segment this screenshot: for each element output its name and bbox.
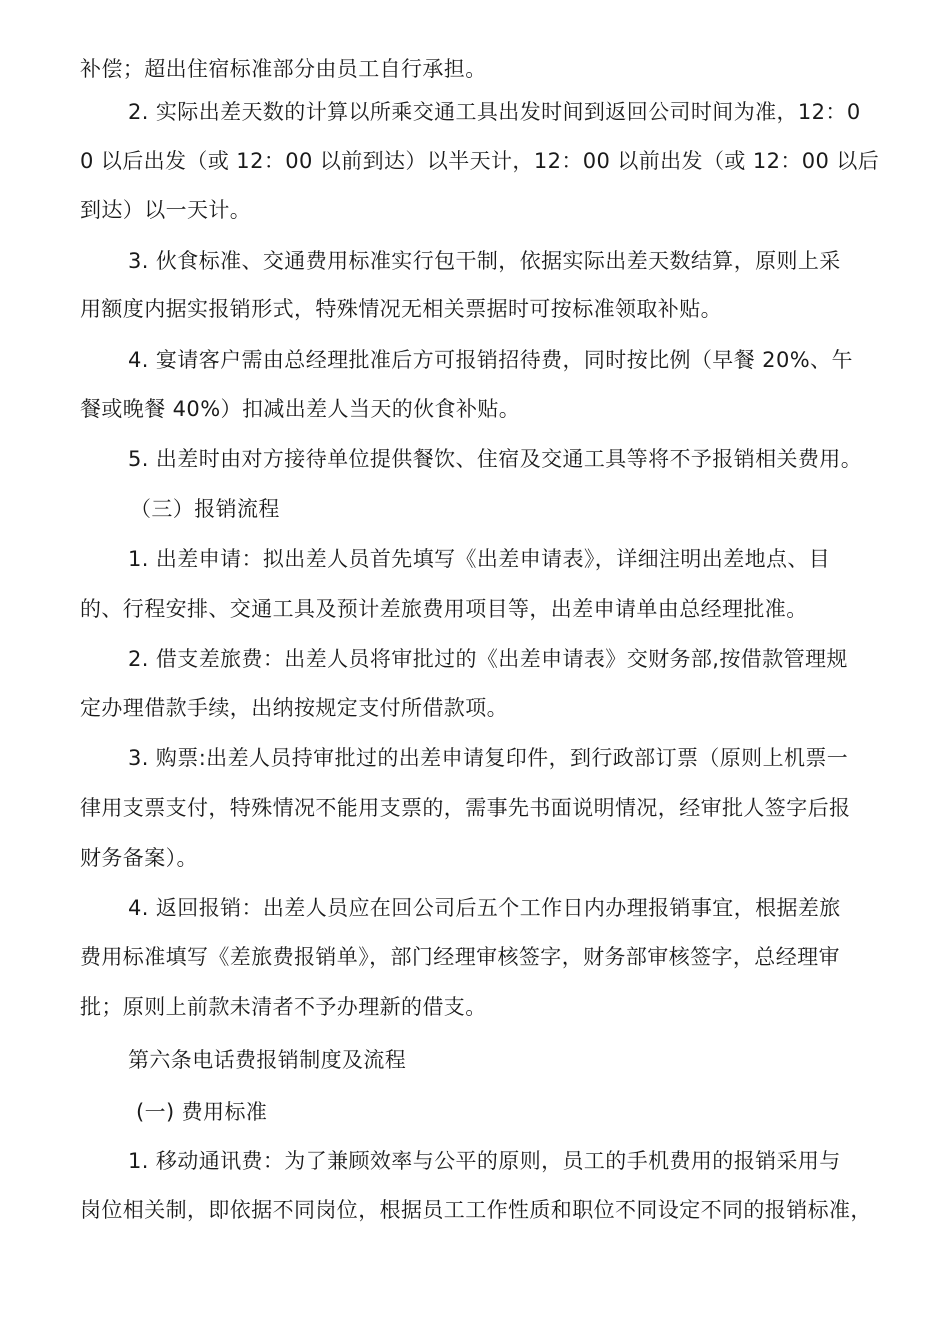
- section-heading: (一) 费用标准: [136, 1100, 268, 1124]
- text-line: 补偿；超出住宿标准部分由员工自行承担。: [80, 57, 487, 81]
- text-line: 1. 移动通讯费：为了兼顾效率与公平的原则，员工的手机费用的报销采用与: [128, 1149, 841, 1173]
- text-line: 财务备案）。: [80, 846, 198, 870]
- text-line: 律用支票支付，特殊情况不能用支票的，需事先书面说明情况，经审批人签字后报: [80, 796, 851, 820]
- text-line: 定办理借款手续，出纳按规定支付所借款项。: [80, 696, 508, 720]
- text-line: 0 以后出发（或 12：00 以前到达）以半天计，12：00 以前出发（或 12：00 以后: [80, 149, 880, 173]
- text-line: 用额度内据实报销形式，特殊情况无相关票据时可按标准领取补贴。: [80, 297, 722, 321]
- article-heading: 第六条电话费报销制度及流程: [128, 1048, 407, 1072]
- text-line: 4. 返回报销：出差人员应在回公司后五个工作日内办理报销事宜，根据差旅: [128, 896, 841, 920]
- text-line: 1. 出差申请：拟出差人员首先填写《出差申请表》，详细注明出差地点、目: [128, 547, 831, 571]
- text-line: 餐或晚餐 40%）扣减出差人当天的伙食补贴。: [80, 397, 521, 421]
- text-line: 2. 实际出差天数的计算以所乘交通工具出发时间到返回公司时间为准，12：0: [128, 100, 861, 124]
- text-line: 3. 购票:出差人员持审批过的出差申请复印件，到行政部订票（原则上机票一: [128, 746, 849, 770]
- text-line: 到达）以一天计。: [80, 198, 252, 222]
- section-heading: （三）报销流程: [130, 497, 280, 521]
- text-line: 5. 出差时由对方接待单位提供餐饮、住宿及交通工具等将不予报销相关费用。: [128, 447, 863, 471]
- text-line: 3. 伙食标准、交通费用标准实行包干制，依据实际出差天数结算，原则上采: [128, 249, 841, 273]
- text-line: 的、行程安排、交通工具及预计差旅费用项目等，出差申请单由总经理批准。: [80, 597, 808, 621]
- text-line: 2. 借支差旅费：出差人员将审批过的《出差申请表》交财务部,按借款管理规: [128, 647, 848, 671]
- text-line: 费用标准填写《差旅费报销单》，部门经理审核签字，财务部审核签字，总经理审: [80, 945, 840, 969]
- text-line: 4. 宴请客户需由总经理批准后方可报销招待费，同时按比例（早餐 20%、午: [128, 348, 853, 372]
- text-line: 批；原则上前款未清者不予办理新的借支。: [80, 995, 487, 1019]
- text-line: 岗位相关制，即依据不同岗位，根据员工工作性质和职位不同设定不同的报销标准，: [80, 1198, 872, 1222]
